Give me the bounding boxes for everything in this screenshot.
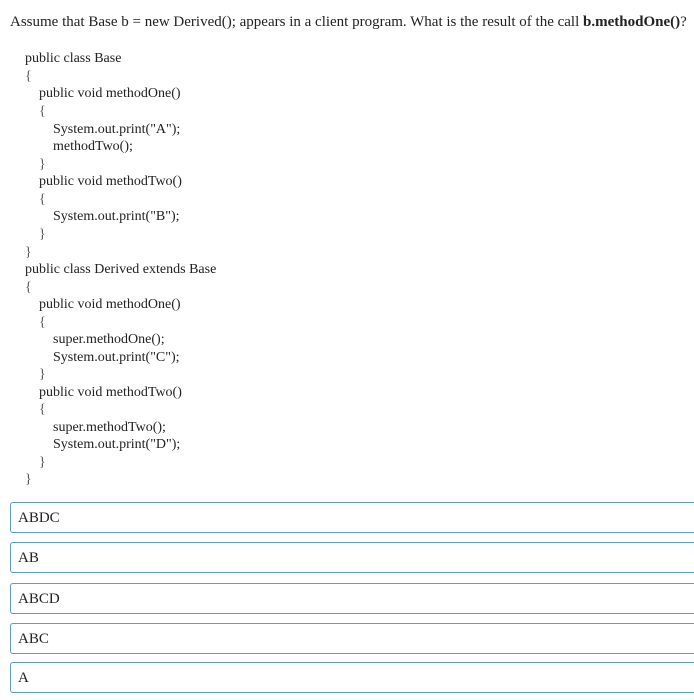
answer-option-abcd[interactable]	[10, 583, 694, 614]
answer-option-a[interactable]	[10, 662, 694, 693]
code-line: }	[39, 227, 46, 242]
code-line: System.out.print("A");	[53, 122, 181, 137]
code-line: System.out.print("D");	[53, 437, 181, 452]
code-line: }	[39, 367, 46, 382]
code-line: {	[39, 192, 46, 207]
code-line: super.methodOne();	[53, 332, 165, 347]
code-line: }	[39, 157, 46, 172]
code-line: System.out.print("C");	[53, 350, 180, 365]
code-line: }	[25, 245, 32, 260]
code-line: methodTwo();	[53, 139, 133, 154]
answer-option-abc[interactable]	[10, 623, 694, 654]
answer-option-label: ABCD	[18, 591, 60, 607]
code-line: public class Base	[25, 51, 122, 66]
code-line: {	[39, 402, 46, 417]
code-line: }	[25, 472, 32, 487]
answer-option-abdc[interactable]	[10, 502, 694, 533]
code-line: public void methodTwo()	[39, 174, 182, 189]
answer-option-label: ABC	[18, 631, 49, 647]
answer-option-label: A	[18, 670, 29, 686]
answer-option-ab[interactable]	[10, 542, 694, 573]
code-line: }	[39, 455, 46, 470]
code-line: {	[39, 104, 46, 119]
question-text	[10, 12, 694, 32]
code-line: super.methodTwo();	[53, 420, 166, 435]
code-line: {	[39, 315, 46, 330]
answer-option-label: ABDC	[18, 510, 60, 526]
code-line: public void methodTwo()	[39, 385, 182, 400]
question-suffix: ?	[680, 14, 687, 30]
code-line: public void methodOne()	[39, 297, 181, 312]
code-line: public class Derived extends Base	[25, 262, 217, 277]
code-line: {	[25, 69, 32, 84]
question-prefix: Assume that Base b = new Derived(); appears in a client program. What is the result of the call	[10, 14, 584, 30]
code-line: public void methodOne()	[39, 86, 181, 101]
question-call: b.methodOne()	[583, 14, 681, 30]
code-line: {	[25, 280, 32, 295]
code-line: System.out.print("B");	[53, 209, 180, 224]
answer-option-label: AB	[18, 550, 39, 566]
